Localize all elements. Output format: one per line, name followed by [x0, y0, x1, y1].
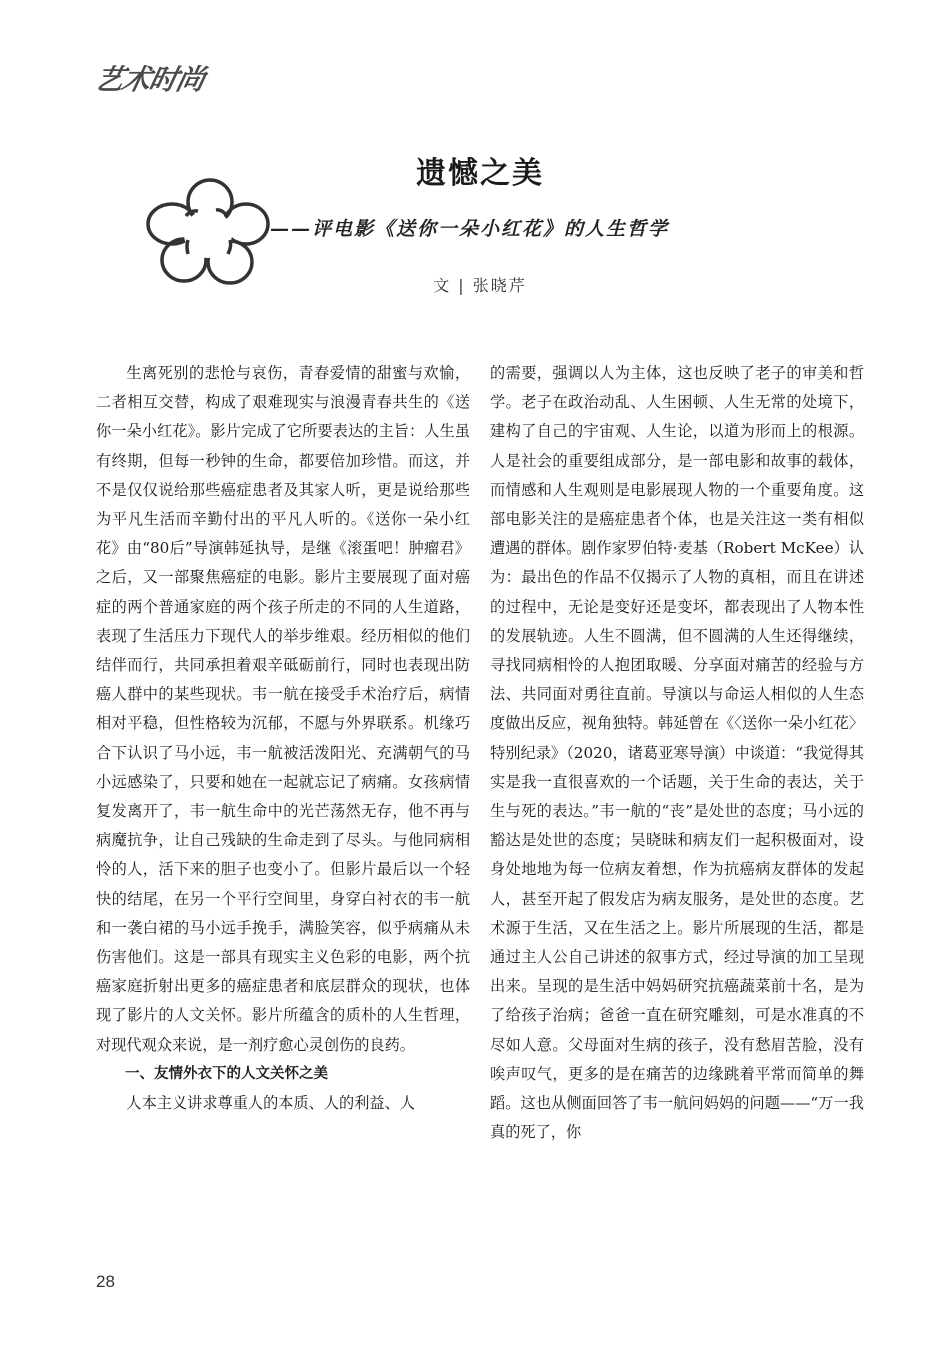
right-column [490, 359, 864, 1147]
section-heading: 一、友情外衣下的人文关怀之美 [125, 1065, 328, 1082]
left-column [96, 359, 470, 1118]
body-paragraph: 生离死别的悲怆与哀伤，青春爱情的甜蜜与欢愉，二者相互交替，构成了艰难现实与浪漫青春共生的《送你一朵小红花》。影片完成了它所要表达的主旨：人生虽有终期，但每一秒钟的生命，都要倍加珍惜。而这，并不是仅仅说给那些癌症患者及其家人听，更是说给那些为平凡生活而辛勤付出的平凡人听的。《送你一朵小红花》由“80后”导演韩延执导，是继《滚蛋吧！肿瘤君》之后，又一部聚焦癌症的电影。影片主要展现了面对癌症的两个普通家庭的两个孩子所走的不同的人生道路，表现了生活压力下现代人的举步维艰。经历相似的他们结伴而行，共同承担着艰辛砥砺前行，同时也表现出防癌人群中的某些现状。韦一航在接受手术治疗后，病情相对平稳，但性格较为沉郁，不愿与外界联系。机缘巧合下认识了马小远，韦一航被活泼阳光、充满朝气的马小远感染了，只要和她在一起就忘记了病痛。女孩病情复发离开了，韦一航生命中的光芒荡然无存，他不再与病魔抗争，让自己残缺的生命走到了尽头。与他同病相怜的人，活下来的胆子也变小了。但影片最后以一个轻快的结尾，在另一个平行空间里，身穿白衬衣的韦一航和一袭白裙的马小远手挽手，满脸笑容，似乎病痛从未伤害他们。这是一部具有现实主义色彩的电影，两个抗癌家庭折射出更多的癌症患者和底层群众的现状，也体现了影片的人文关怀。影片所蕴含的质朴的人生哲理，对现代观众来说，是一剂疗愈心灵创伤的良药。 [96, 364, 470, 1054]
body-paragraph: 的需要，强调以人为主体，这也反映了老子的审美和哲学。老子在政治动乱、人生困顿、人生无常的处境下，建构了自己的宇宙观、人生论，以道为形而上的根源。人是社会的重要组成部分，是一部电影和故事的载体，而情感和人生观则是电影展现人物的一个重要角度。这部电影关注的是癌症患者个体，也是关注这一类有相似遭遇的群体。剧作家罗伯特·麦基（Robert McKee）认为：最出色的作品不仅揭示了人物的真相，而且在讲述的过程中，无论是变好还是变坏，都表现出了人物本性的发展轨迹。人生不圆满，但不圆满的人生还得继续，寻找同病相怜的人抱团取暖、分享面对痛苦的经验与方法、共同面对勇往直前。导演以与命运人相似的人生态度做出反应，视角独特。韩延曾在《〈送你一朵小红花〉特别纪录》（2020，诸葛亚寒导演）中谈道：“我觉得其实是我一直很喜欢的一个话题，关于生命的表达，关于生与死的表达。”韦一航的“丧”是处世的态度；马小远的豁达是处世的态度；吴晓昧和病友们一起积极面对，设身处地地为每一位病友着想，作为抗癌病友群体的发起人，甚至开起了假发店为病友服务，是处世的态度。艺术源于生活，又在生活之上。影片所展现的生活，都是通过主人公自己讲述的叙事方式，经过导演的加工呈现出来。呈现的是生活中妈妈研究抗癌蔬菜前十名，是为了给孩子治病；爸爸一直在研究雕刻，可是水准真的不尽如人意。父母面对生病的孩子，没有愁眉苦脸，没有唉声叹气，更多的是在痛苦的边缘跳着平常而简单的舞蹈。这也从侧面回答了韦一航问妈妈的问题——“万一我真的死了，你 [490, 364, 864, 1142]
magazine-logo: 艺术时尚 [92, 63, 208, 96]
article-title: 遗憾之美 [416, 156, 544, 191]
flower-outline-icon [142, 176, 270, 286]
article-subtitle: ——评电影《送你一朵小红花》的人生哲学 [270, 218, 670, 240]
article-byline: 文 | 张晓芹 [433, 276, 527, 295]
body-paragraph: 人本主义讲求尊重人的本质、人的利益、人 [126, 1094, 415, 1113]
page-number: 28 [96, 1272, 115, 1291]
